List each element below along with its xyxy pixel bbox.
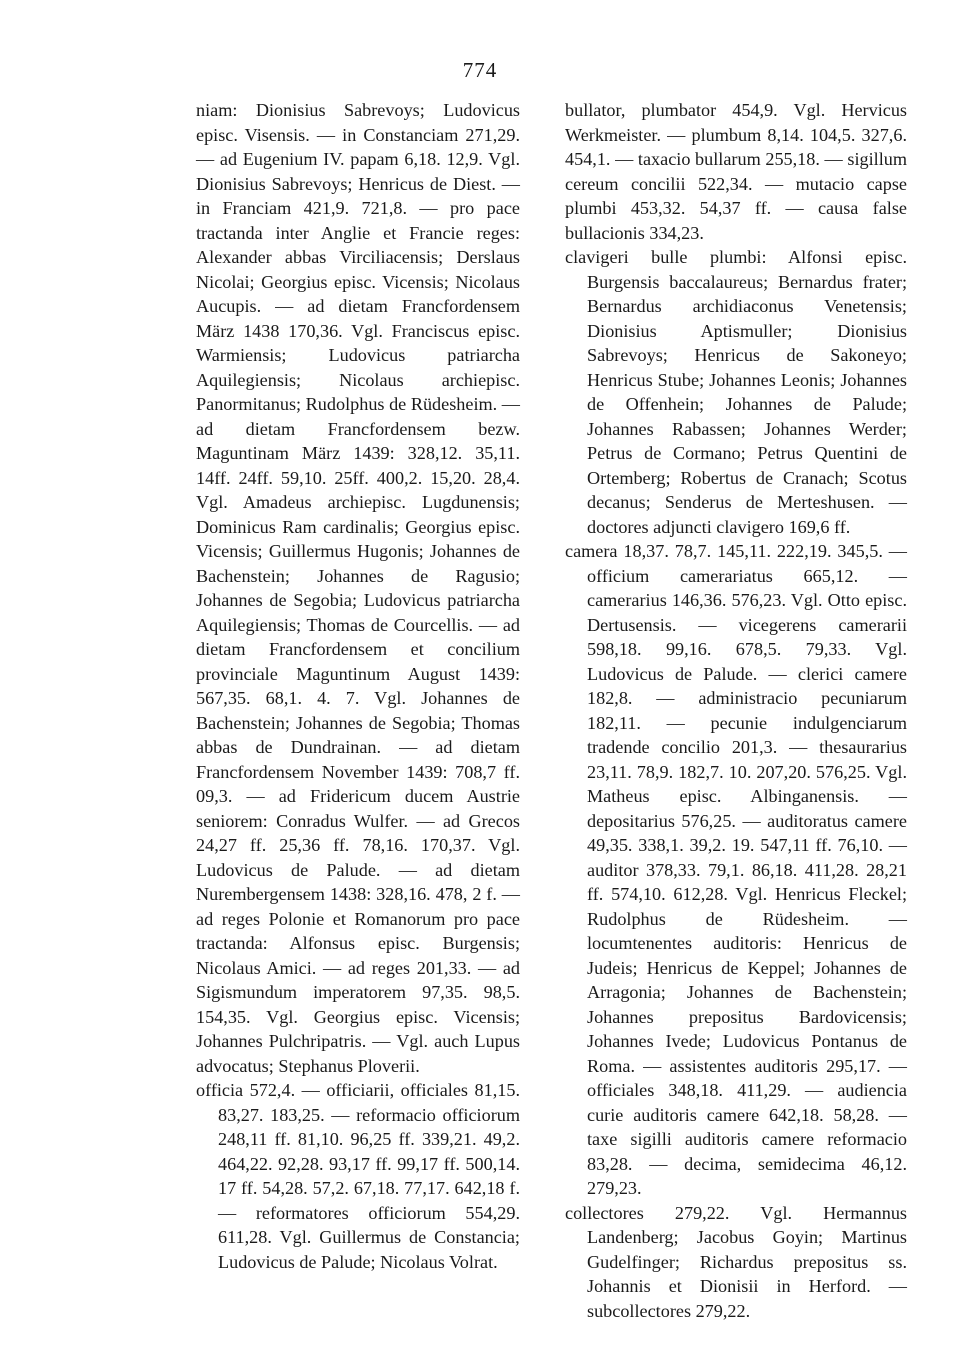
index-entry: bullator, plumbator 454,9. Vgl. Hervicus Werkmeister. — plumbum 8,14. 104,5. 327,6. 454,1. — taxacio bullarum 255,18. — sigillum cereum concilii 522,34. — mutacio capse plumbi 453,32. 54,37 ff. — causa false bullacionis 334,23. (565, 100, 907, 243)
page-number: 774 (462, 58, 498, 82)
index-entry: collectores 279,22. Vgl. Hermannus Landenberg; Jacobus Goyin; Martinus Gudelfinger; Richardus prepositus ss. Johannis et Dionisii in Herford. — subcollectores 279,22. (565, 1202, 907, 1321)
index-column-right (565, 98, 907, 1323)
index-entry: clavigeri bulle plumbi: Alfonsi episc. Burgensis baccalaureus; Bernardus frater; Bernardus archidiaconus Venetensis; Dionisius Aptismuller; Dionisius Sabrevoys; Henricus de Sakoneyo; Henricus Stube; Johannes Leonis; Johannes de Offenhein; Johannes de Palude; Johannes Rabassen; Johannes Werder; Petrus de Cormano; Petrus Quentini de Ortemberg; Robertus de Cranach; Scotus decanus; Senderus de Merteshusen. — doctores adjuncti clavigero 169,6 ff. (565, 247, 907, 537)
index-entry: niam: Dionisius Sabrevoys; Ludovicus episc. Visensis. — in Constanciam 271,29. — ad Eugenium IV. papam 6,18. 12,9. Vgl. Dionisius Sabrevoys; Henricus de Diest. — in Franciam 421,9. 721,8. — pro pace tractanda inter Anglie et Francie reges: Alexander abbas Virciliacensis; Derslaus Nicolai; Georgius episc. Vicensis; Nicolaus Aucupis. — ad dietam Francfordensem März 1438 170,36. Vgl. Franciscus episc. Warmiensis; Ludovicus patriarcha Aquilegiensis; Nicolaus archiepisc. Panormitanus; Rudolphus de Rüdesheim. — ad dietam Francfordensem bezw. Maguntinam März 1439: 328,12. 35,11. 14ff. 24ff. 59,10. 25ff. 400,2. 15,20. 28,4. Vgl. Amadeus archiepisc. Lugdunensis; Dominicus Ram cardinalis; Georgius episc. Vicensis; Guillermus Hugonis; Johannes de Bachenstein; Johannes de Ragusio; Johannes de Segobia; Ludovicus patriarcha Aquilegiensis; Thomas de Courcellis. — ad dietam Francfordensem et concilium provinciale Maguntinum August 1439: 567,35. 68,1. 4. 7. Vgl. Johannes de Bachenstein; Johannes de Segobia; Thomas abbas de Dundrainan. — ad dietam Francfordensem November 1439: 708,7 ff. 09,3. — ad Fridericum ducem Austrie seniorem: Conradus Wulfer. — ad Grecos 24,27 ff. 25,36 ff. 78,16. 170,37. Vgl. Ludovicus de Palude. — ad dietam Nurembergensem 1438: 328,16. 478, 2 f. — ad reges Polonie et Romanorum pro pace tractanda: Alfonsus episc. Burgensis; Nicolaus Amici. — ad reges 201,33. — ad Sigismundum imperatorem 97,35. 98,5. 154,35. Vgl. Georgius episc. Vicensis; Johannes Pulchripatris. — Vgl. auch Lupus advocatus; Stephanus Ploverii. (196, 100, 520, 1076)
index-column-left (196, 98, 520, 1274)
index-entry: camera 18,37. 78,7. 145,11. 222,19. 345,5. — officium camerariatus 665,12. — camerarius 146,36. 576,23. Vgl. Otto episc. Dertusensis. — vicegerens camerarii 598,18. 99,16. 678,5. 79,33. Vgl. Ludovicus de Palude. — clerici camere 182,8. — administracio pecuniarum 182,11. — pecunie indulgenciarum tradende concilio 201,3. — thesaurarius 23,11. 78,9. 182,7. 10. 207,20. 576,25. Vgl. Matheus episc. Albinganensis. — depositarius 576,25. — auditoratus camere 49,35. 338,1. 39,2. 19. 547,11 ff. 76,10. — auditor 378,33. 79,1. 86,18. 411,28. 28,21 ff. 574,10. 612,28. Vgl. Henricus Fleckel; Rudolphus de Rüdesheim. — locumtenentes auditoris: Henricus de Judeis; Henricus de Keppel; Johannes de Arragonia; Johannes de Bachenstein; Johannes prepositus Bardovicensis; Johannes Ivede; Ludovicus Pontanus de Roma. — assistentes auditoris 295,17. — officiales 348,18. 411,29. — audiencia curie auditoris camere 642,18. 58,28. — taxe sigilli auditoris camere reformacio 83,28. — decima, semidecima 46,12. 279,23. (565, 541, 907, 1198)
index-entry: officia 572,4. — officiarii, officiales 81,15. 83,27. 183,25. — reformacio officiorum 248,11 ff. 81,10. 96,25 ff. 339,21. 49,2. 464,22. 92,28. 93,17 ff. 99,17 ff. 500,14. 17 ff. 54,28. 57,2. 67,18. 77,17. 642,18 f. — reformatores officiorum 554,29. 611,28. Vgl. Guillermus de Constancia; Ludovicus de Palude; Nicolaus Volrat. (196, 1080, 520, 1272)
